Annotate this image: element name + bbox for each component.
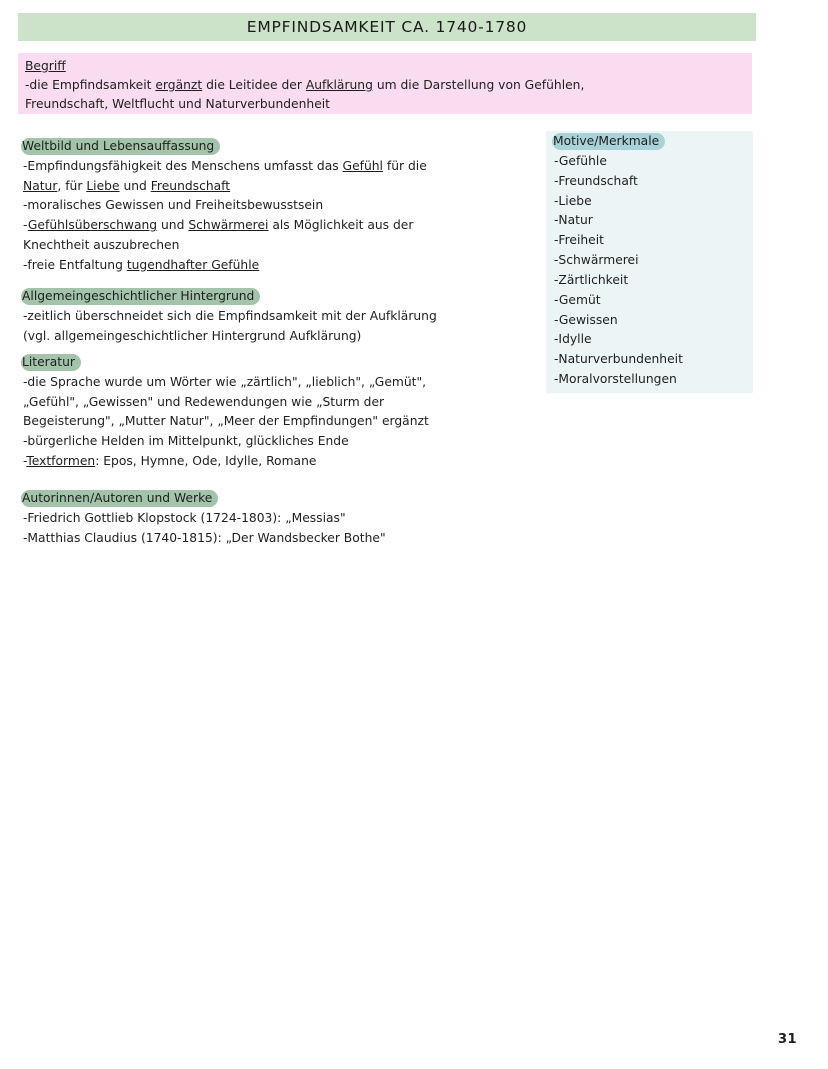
motive-item: -Freiheit xyxy=(554,233,604,248)
motive-item: -Zärtlichkeit xyxy=(554,272,629,287)
text-fragment: und xyxy=(119,178,151,193)
page-title-bar xyxy=(18,13,756,41)
weltbild-body xyxy=(23,157,543,276)
text-line xyxy=(23,509,543,529)
hintergrund-section xyxy=(23,287,543,346)
underlined-term: Liebe xyxy=(86,178,120,193)
text-line xyxy=(23,452,543,472)
text-line xyxy=(23,327,543,347)
text-fragment: (vgl. allgemeingeschichtlicher Hintergrund Aufklärung) xyxy=(23,328,362,343)
text-fragment: - xyxy=(23,218,28,233)
text-fragment: : Epos, Hymne, Ode, Idylle, Romane xyxy=(95,453,317,468)
autoren-heading: Autorinnen/Autoren und Werke xyxy=(21,490,218,507)
text-fragment: für die xyxy=(382,158,427,173)
text-fragment: und xyxy=(157,218,189,233)
underlined-term: Gefühl xyxy=(342,158,383,173)
text-line xyxy=(23,236,543,256)
text-line xyxy=(23,196,543,216)
motive-heading: Motive/Merkmale xyxy=(552,133,665,150)
hintergrund-body xyxy=(23,307,543,347)
text-line xyxy=(23,393,543,413)
motive-item: -Gemüt xyxy=(554,292,601,307)
motive-item: -Moralvorstellungen xyxy=(554,372,677,387)
underlined-term: Natur xyxy=(23,178,58,193)
text-fragment: -Friedrich Gottlieb Klopstock (1724-1803): „Messias" xyxy=(23,510,346,525)
text-fragment: -zeitlich überschneidet sich die Empfindsamkeit mit der Aufklärung xyxy=(23,308,437,323)
autoren-body xyxy=(23,509,543,549)
text-fragment: Begeisterung", „Mutter Natur", „Meer der Empfindungen" ergänzt xyxy=(23,414,429,429)
autoren-section xyxy=(23,489,543,548)
definition-box xyxy=(18,53,752,114)
literatur-heading: Literatur xyxy=(21,354,81,371)
underlined-term: Schwärmerei xyxy=(188,218,269,233)
motive-item: -Liebe xyxy=(554,193,592,208)
page-number: 31 xyxy=(778,1032,798,1047)
motive-item: -Freundschaft xyxy=(554,173,638,188)
text-fragment: als Möglichkeit aus der xyxy=(268,218,414,233)
text-fragment: -moralisches Gewissen und Freiheitsbewusstsein xyxy=(23,198,324,213)
text-fragment: -die Sprache wurde um Wörter wie „zärtlich", „lieblich", „Gemüt", xyxy=(23,374,427,389)
motive-item: -Gefühle xyxy=(554,153,607,168)
text-fragment: Freundschaft, Weltflucht und Naturverbundenheit xyxy=(25,97,330,111)
text-fragment: „Gefühl", „Gewissen" und Redewendungen wie „Sturm der xyxy=(23,394,385,409)
text-fragment: um die Darstellung von Gefühlen, xyxy=(372,78,585,92)
text-fragment: -Matthias Claudius (1740-1815): „Der Wandsbecker Bothe" xyxy=(23,530,386,545)
text-line xyxy=(23,256,543,276)
underlined-term: ergänzt xyxy=(155,78,203,92)
text-fragment: , für xyxy=(57,178,87,193)
weltbild-section xyxy=(23,137,543,276)
text-line xyxy=(23,412,543,432)
text-fragment: die Leitidee der xyxy=(202,78,306,92)
weltbild-heading: Weltbild und Lebensauffassung xyxy=(21,138,220,155)
text-line xyxy=(23,307,543,327)
text-line xyxy=(23,157,543,177)
literatur-body xyxy=(23,373,543,472)
text-fragment: -bürgerliche Helden im Mittelpunkt, glückliches Ende xyxy=(23,434,349,449)
motive-item: -Natur xyxy=(554,213,593,228)
begriff-heading: Begriff xyxy=(25,59,66,73)
text-fragment: Knechtheit auszubrechen xyxy=(23,237,180,252)
text-line xyxy=(23,177,543,197)
text-line xyxy=(23,529,543,549)
motive-sidebar xyxy=(546,131,753,393)
underlined-term: Gefühlsüberschwang xyxy=(27,218,158,233)
underlined-term: Aufklärung xyxy=(305,78,373,92)
underlined-term: Freundschaft xyxy=(150,178,231,193)
page-title: EMPFINDSAMKEIT CA. 1740-1780 xyxy=(246,18,528,36)
text-line xyxy=(23,373,543,393)
motive-item: -Gewissen xyxy=(554,312,618,327)
begriff-body xyxy=(25,76,745,114)
motive-item: -Schwärmerei xyxy=(554,253,639,268)
underlined-term: Textformen xyxy=(26,453,96,468)
motive-list xyxy=(554,152,745,390)
text-fragment: -die Empfindsamkeit xyxy=(25,78,156,92)
underlined-term: tugendhafter Gefühle xyxy=(126,257,260,272)
text-fragment: - xyxy=(23,453,27,468)
text-line xyxy=(23,432,543,452)
hintergrund-heading: Allgemeingeschichtlicher Hintergrund xyxy=(21,288,260,305)
motive-item: -Idylle xyxy=(554,332,592,347)
text-fragment: -Empfindungsfähigkeit des Menschens umfasst das xyxy=(23,158,343,173)
text-line xyxy=(23,216,543,236)
text-line xyxy=(25,95,745,114)
text-fragment: -freie Entfaltung xyxy=(23,257,127,272)
text-line xyxy=(25,76,745,95)
literatur-section xyxy=(23,353,543,472)
motive-item: -Naturverbundenheit xyxy=(554,352,683,367)
